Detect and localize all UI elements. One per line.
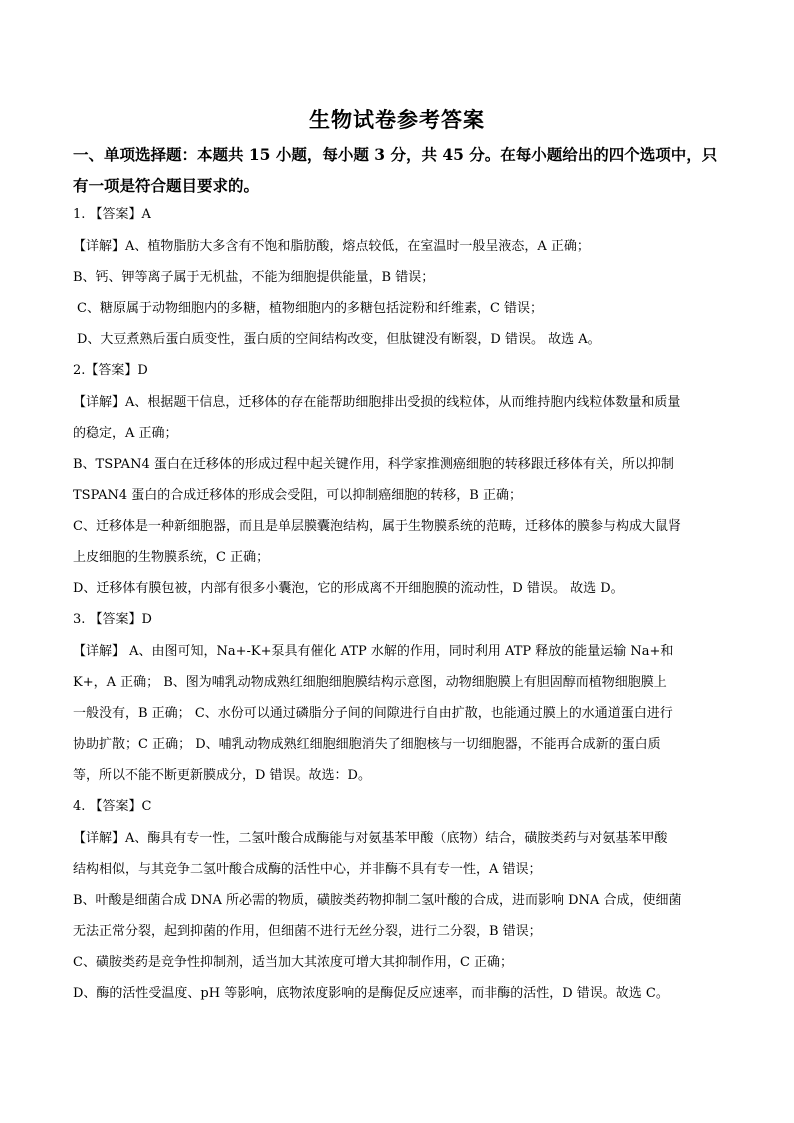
section-heading-line-2: 有一项是符合题目要求的。	[73, 176, 260, 195]
q4-detail-line-2: 结构相似，与其竞争二氢叶酸合成酶的活性中心，并非酶不具有专一性，A 错误；	[73, 862, 542, 877]
q3-detail-line-2: K+，A 正确； B、图为哺乳动物成熟红细胞细胞膜结构示意图，动物细胞膜上有胆固醇而植物细胞膜上	[73, 675, 667, 690]
q3-detail-line-4: 协助扩散；C 正确； D、哺乳动物成熟红细胞细胞消失了细胞核与一切细胞器，不能再合成新的蛋白质	[73, 737, 661, 752]
page-title: 生物试卷参考答案	[309, 107, 485, 132]
q2-detail-line-5: C、迁移体是一种新细胞器，而且是单层膜囊泡结构，属于生物膜系统的范畴，迁移体的膜参与构成大鼠肾	[73, 519, 681, 534]
q3-detail-line-3: 一般没有，B 正确； C、水份可以通过磷脂分子间的间隙进行自由扩散，也能通过膜上的水通道蛋白进行	[73, 706, 673, 721]
q4-answer: 4. 【答案】C	[73, 799, 152, 814]
q2-detail-line-4: TSPAN4 蛋白的合成迁移体的形成会受阻，可以抑制癌细胞的转移，B 正确；	[73, 488, 522, 503]
q1-detail-line-4: D、大豆煮熟后蛋白质变性，蛋白质的空间结构改变，但肽键没有断裂，D 错误。 故选 A。	[77, 332, 601, 347]
q2-detail-line-3: B、TSPAN4 蛋白在迁移体的形成过程中起关键作用，科学家推测癌细胞的转移跟迁移体有关，所以抑制	[73, 457, 674, 472]
q3-detail-line-1: 【详解】 A、由图可知，Na+-K+泵具有催化 ATP 水解的作用，同时利用 ATP 释放的能量运输 Na+和	[73, 644, 674, 659]
q2-detail-line-1: 【详解】A、根据题干信息，迁移体的存在能帮助细胞排出受损的线粒体，从而维持胞内线粒体数量和质量	[73, 395, 681, 410]
section-heading-line-1: 一、单项选择题：本题共 15 小题，每小题 3 分，共 45 分。在每小题给出的四个选项中，只	[73, 145, 718, 164]
q3-answer: 3. 【答案】D	[73, 612, 152, 627]
q1-answer: 1. 【答案】A	[73, 207, 151, 222]
q2-answer: 2.【答案】D	[73, 363, 148, 378]
q4-detail-line-6: D、酶的活性受温度、pH 等影响，底物浓度影响的是酶促反应速率，而非酶的活性，D 错误。故选 C。	[73, 986, 669, 1001]
q2-detail-line-2: 的稳定，A 正确；	[73, 426, 178, 441]
q4-detail-line-5: C、磺胺类药是竞争性抑制剂，适当加大其浓度可增大其抑制作用，C 正确；	[73, 955, 514, 970]
q4-detail-line-1: 【详解】A、酶具有专一性，二氢叶酸合成酶能与对氨基苯甲酸（底物）结合，磺胺类药与对氨基苯甲酸	[73, 831, 668, 846]
q1-detail-line-1: 【详解】A、植物脂肪大多含有不饱和脂肪酸，熔点较低，在室温时一般呈液态，A 正确；	[73, 239, 590, 254]
q1-detail-line-3: C、糖原属于动物细胞内的多糖，植物细胞内的多糖包括淀粉和纤维素，C 错误；	[77, 301, 544, 316]
q4-detail-line-4: 无法正常分裂，起到抑菌的作用，但细菌不进行无丝分裂，进行二分裂，B 错误；	[73, 924, 542, 939]
section-heading	[73, 139, 733, 201]
q2-detail-line-7: D、迁移体有膜包被，内部有很多小囊泡，它的形成离不开细胞膜的流动性，D 错误。 故选 D。	[73, 581, 624, 596]
q4-detail-line-3: B、叶酸是细菌合成 DNA 所必需的物质，磺胺类药物抑制二氢叶酸的合成，进而影响 DNA 合成，使细菌	[73, 893, 682, 908]
q2-detail-line-6: 上皮细胞的生物膜系统，C 正确；	[73, 550, 270, 565]
q1-detail-line-2: B、钙、钾等离子属于无机盐，不能为细胞提供能量，B 错误；	[73, 270, 435, 285]
q3-detail-line-5: 等，所以不能不断更新膜成分，D 错误。故选：D。	[73, 768, 371, 783]
